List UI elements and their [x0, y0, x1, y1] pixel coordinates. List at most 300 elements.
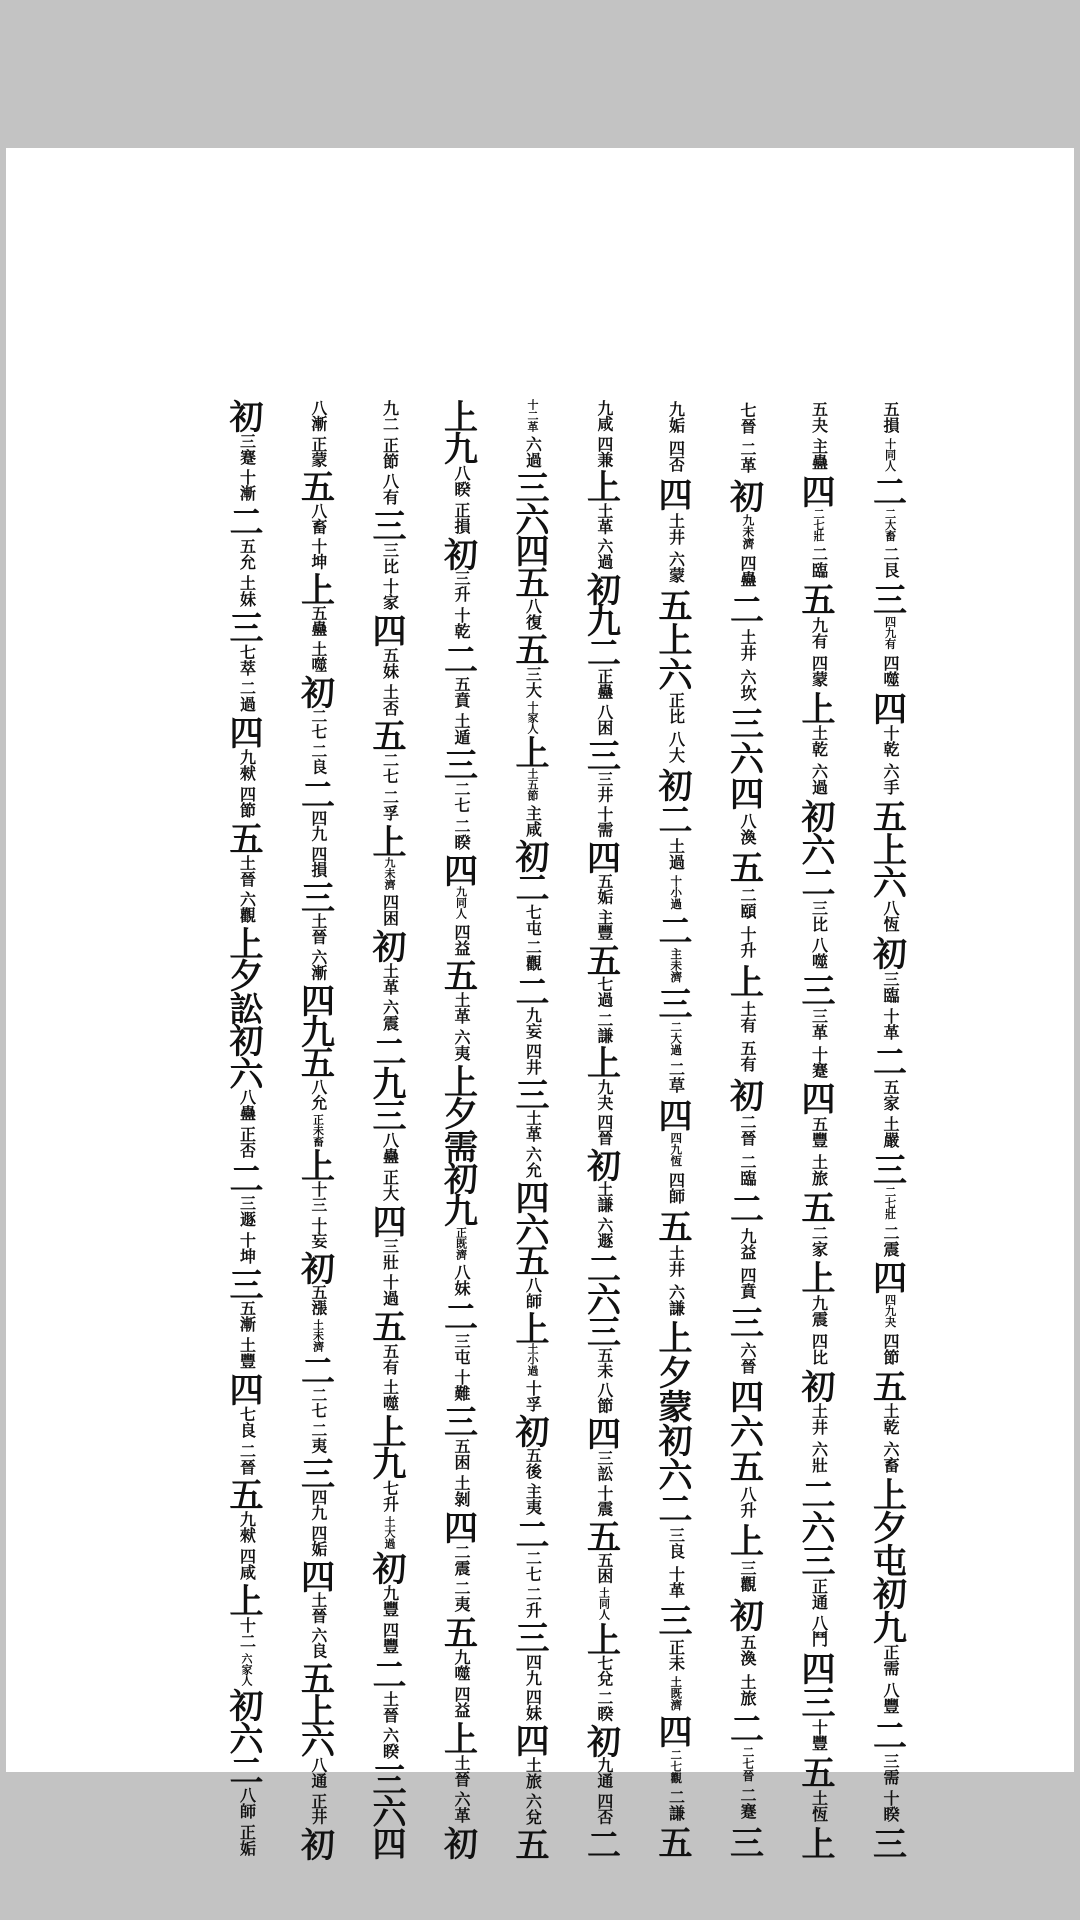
glyph-cell: 五允: [237, 538, 257, 571]
glyph-cell: 六革: [452, 1791, 471, 1824]
glyph-cell: 正損: [452, 501, 471, 534]
glyph-cell: 初: [444, 535, 478, 576]
glyph-cell: 八蠱: [380, 1132, 400, 1165]
glyph-cell: 二七: [308, 707, 328, 740]
glyph-cell: 二孚: [380, 788, 400, 821]
glyph-cell: 四: [515, 532, 550, 573]
glyph-cell: 夕: [229, 957, 264, 998]
glyph-cell: 二睽: [594, 1690, 614, 1722]
glyph-cell: 三屯: [452, 1332, 471, 1365]
glyph-cell: 七升: [380, 1480, 400, 1513]
glyph-cell: 四九: [308, 810, 328, 843]
glyph-cell: 五: [801, 581, 836, 622]
glyph-cell: 六蒙: [666, 551, 686, 584]
glyph-cell: 二夷: [452, 1580, 471, 1613]
glyph-cell: 六坎: [738, 668, 757, 701]
glyph-cell: 二: [730, 591, 764, 632]
glyph-cell: 二: [801, 1475, 836, 1516]
glyph-cell: 二七: [380, 752, 400, 785]
glyph-cell: 初: [229, 397, 264, 438]
glyph-cell: 九: [372, 1445, 407, 1486]
glyph-cell: 三: [873, 581, 907, 622]
glyph-cell: 三: [301, 878, 335, 919]
glyph-cell: 土旅: [523, 1756, 543, 1789]
glyph-cell: 二七: [308, 1386, 328, 1419]
glyph-cell: 正否: [237, 1126, 257, 1159]
glyph-cell: 土革: [594, 502, 614, 535]
glyph-cell: 初: [444, 1160, 478, 1201]
glyph-cell: 八有: [380, 473, 400, 506]
glyph-cell: 九未濟: [383, 856, 396, 890]
glyph-cell: 十妄: [308, 1216, 328, 1249]
glyph-cell: 九豐: [380, 1585, 400, 1618]
glyph-cell: 七屯: [523, 903, 543, 936]
glyph-cell: 三: [730, 705, 764, 746]
glyph-cell: 十家: [380, 578, 400, 611]
glyph-cell: 二家: [809, 1224, 829, 1257]
glyph-cell: 三: [444, 1403, 478, 1444]
glyph-cell: 四: [229, 1371, 264, 1411]
glyph-cell: 訟: [229, 989, 264, 1030]
glyph-cell: 初: [229, 1687, 264, 1728]
glyph-cell: 六: [801, 1508, 836, 1549]
glyph-cell: 十豐: [809, 1719, 829, 1752]
glyph-cell: 初: [587, 571, 621, 611]
glyph-cell: 七兌: [594, 1654, 614, 1687]
glyph-cell: 上: [801, 1824, 836, 1865]
glyph-cell: 三井: [594, 770, 614, 803]
glyph-cell: 五: [229, 1476, 264, 1517]
glyph-cell: 五未: [594, 1346, 614, 1379]
glyph-cell: 六: [229, 1719, 264, 1760]
glyph-cell: 二: [658, 801, 693, 842]
glyph-cell: 土過: [666, 837, 686, 870]
glyph-cell: 四困: [380, 893, 400, 926]
text-column-1: [859, 398, 921, 1865]
glyph-cell: 四節: [237, 785, 257, 818]
glyph-cell: 九益: [738, 1227, 757, 1260]
glyph-cell: 二: [229, 1752, 264, 1793]
glyph-cell: 上: [587, 1620, 621, 1661]
glyph-cell: 五: [730, 1448, 764, 1489]
glyph-cell: 四噬: [881, 654, 900, 687]
glyph-cell: 土大過: [383, 1516, 396, 1550]
glyph-cell: 二晉: [237, 1442, 257, 1475]
glyph-cell: 初: [301, 673, 335, 714]
glyph-cell: 六畜: [881, 1440, 900, 1473]
glyph-cell: 主未濟: [669, 948, 684, 983]
glyph-cell: 二: [873, 1716, 907, 1757]
glyph-cell: 三: [229, 608, 264, 649]
glyph-cell: 三: [730, 1824, 764, 1865]
glyph-cell: 九二: [380, 400, 400, 433]
glyph-cell: 初: [587, 1147, 621, 1188]
glyph-cell: 九姤: [666, 401, 686, 434]
glyph-cell: 二臨: [738, 1153, 757, 1186]
glyph-cell: 六漸: [308, 948, 328, 981]
glyph-cell: 土恆: [809, 1790, 829, 1823]
glyph-cell: 四否: [594, 1792, 614, 1825]
glyph-cell: 初: [873, 1575, 907, 1616]
glyph-cell: 四咸: [237, 1548, 257, 1581]
glyph-cell: 主咸: [523, 804, 543, 837]
glyph-cell: 三大: [523, 665, 543, 698]
glyph-cell: 十二革: [526, 399, 539, 433]
glyph-cell: 四九夬: [883, 1294, 897, 1328]
glyph-cell: 八大: [666, 731, 686, 764]
glyph-cell: 六: [301, 1723, 335, 1764]
glyph-cell: 十坤: [237, 1231, 257, 1264]
glyph-cell: 上: [301, 571, 335, 611]
glyph-cell: 土小過: [526, 1343, 539, 1377]
glyph-cell: 三: [444, 746, 478, 787]
glyph-cell: 夕: [444, 1095, 478, 1136]
glyph-cell: 蒙: [658, 1387, 693, 1428]
glyph-cell: 五蠱: [308, 605, 328, 637]
glyph-cell: 六: [801, 830, 836, 871]
glyph-cell: 六過: [594, 538, 614, 570]
glyph-cell: 四損: [308, 846, 328, 878]
glyph-cell: 十乾: [452, 607, 471, 640]
text-column-5: [573, 398, 635, 1866]
glyph-cell: 土未濟: [311, 1318, 325, 1352]
glyph-cell: 正既濟: [454, 1226, 468, 1260]
glyph-cell: 二: [730, 1710, 764, 1751]
glyph-cell: 正蒙: [308, 435, 328, 468]
glyph-cell: 四: [801, 473, 836, 514]
glyph-cell: 十乾: [881, 725, 900, 758]
glyph-cell: 五: [229, 819, 264, 860]
glyph-cell: 上: [658, 621, 693, 662]
glyph-cell: 二過: [237, 680, 257, 713]
glyph-cell: 五: [301, 1660, 335, 1701]
scanned-page: [6, 148, 1074, 1866]
glyph-cell: 二頤: [738, 886, 757, 919]
glyph-cell: 十升: [738, 926, 757, 959]
glyph-cell: 十二: [237, 1616, 257, 1649]
glyph-cell: 六手: [881, 762, 900, 795]
glyph-cell: 三: [515, 1619, 550, 1660]
glyph-cell: 八睽: [452, 464, 471, 497]
glyph-cell: 土革: [380, 962, 400, 995]
glyph-cell: 九: [444, 1192, 478, 1233]
glyph-cell: 夕: [873, 1508, 907, 1549]
glyph-cell: 三: [515, 1075, 550, 1116]
glyph-cell: 三: [658, 1601, 693, 1642]
glyph-cell: 土井: [738, 629, 757, 662]
glyph-cell: 二: [587, 1249, 621, 1290]
glyph-cell: 正井: [308, 1792, 328, 1825]
glyph-cell: 五困: [452, 1438, 471, 1471]
glyph-cell: 六: [658, 655, 693, 696]
glyph-cell: 三: [801, 1683, 836, 1724]
glyph-cell: 初: [730, 1596, 764, 1637]
glyph-cell: 夕: [658, 1353, 693, 1394]
glyph-cell: 三: [801, 1542, 836, 1583]
glyph-cell: 二觀: [523, 939, 543, 972]
glyph-cell: 二臨: [809, 546, 829, 579]
glyph-cell: 初: [801, 1367, 836, 1408]
glyph-cell: 四: [372, 612, 407, 653]
glyph-cell: 二七: [523, 1550, 543, 1583]
glyph-cell: 三訟: [594, 1449, 614, 1482]
glyph-cell: 三觀: [738, 1560, 757, 1592]
glyph-cell: 上: [444, 1062, 478, 1103]
glyph-cell: 主蠱: [809, 438, 829, 471]
glyph-cell: 十小過: [669, 875, 684, 910]
glyph-cell: 六: [730, 740, 764, 781]
glyph-cell: 四: [658, 1713, 693, 1754]
glyph-cell: 四: [372, 1825, 407, 1866]
text-column-6: [502, 398, 564, 1866]
glyph-cell: 八恆: [881, 899, 900, 932]
glyph-cell: 五: [301, 1044, 335, 1085]
glyph-cell: 五: [587, 1517, 621, 1558]
glyph-cell: 四: [873, 689, 907, 730]
glyph-cell: 上: [515, 1309, 550, 1350]
text-column-8: [359, 398, 421, 1866]
glyph-cell: 土旅: [809, 1153, 829, 1186]
glyph-cell: 正需: [881, 1644, 900, 1677]
glyph-cell: 三: [372, 1097, 407, 1138]
glyph-cell: 二謙: [666, 1788, 686, 1821]
glyph-cell: 六兌: [523, 1792, 543, 1825]
glyph-cell: 上: [730, 1522, 764, 1563]
glyph-cell: 二: [658, 912, 693, 953]
glyph-cell: 二: [515, 869, 550, 910]
glyph-cell: 九震: [809, 1295, 829, 1328]
glyph-cell: 四蠱: [738, 554, 757, 587]
glyph-cell: 二夷: [308, 1422, 328, 1454]
glyph-cell: 屯: [873, 1542, 907, 1583]
glyph-cell: 三: [658, 985, 693, 1026]
glyph-cell: 三良: [666, 1527, 686, 1560]
glyph-cell: 九夬: [594, 1078, 614, 1111]
glyph-cell: 上: [873, 1475, 907, 1516]
glyph-cell: 二: [873, 473, 907, 514]
glyph-cell: 五: [444, 1614, 478, 1655]
glyph-cell: 十震: [594, 1485, 614, 1517]
glyph-cell: 二升: [523, 1586, 543, 1618]
glyph-cell: 初: [372, 927, 407, 968]
glyph-cell: 初: [229, 1022, 264, 1063]
glyph-cell: 五損: [881, 400, 900, 433]
glyph-cell: 十蹇: [809, 1045, 829, 1078]
glyph-cell: 六允: [523, 1145, 543, 1178]
glyph-cell: 六: [372, 1793, 407, 1834]
glyph-cell: 九: [873, 1608, 907, 1649]
glyph-cell: 九噬: [452, 1649, 471, 1682]
glyph-cell: 十孚: [523, 1379, 543, 1412]
glyph-cell: 初: [301, 1249, 335, 1290]
glyph-cell: 土噬: [380, 1379, 400, 1412]
glyph-cell: 四晉: [594, 1114, 614, 1146]
glyph-cell: 七過: [594, 976, 614, 1008]
glyph-cell: 六家人: [240, 1653, 253, 1687]
text-column-9: [287, 398, 349, 1866]
text-column-10: [216, 398, 278, 1858]
glyph-cell: 土旅: [738, 1673, 757, 1706]
glyph-cell: 四益: [452, 1685, 471, 1718]
glyph-cell: 初: [873, 934, 907, 975]
glyph-cell: 八升: [738, 1485, 757, 1518]
glyph-cell: 四妹: [523, 1689, 543, 1722]
glyph-cell: 二: [515, 972, 550, 1013]
glyph-cell: 五: [658, 1824, 693, 1865]
glyph-cell: 四兼: [594, 435, 614, 468]
glyph-cell: 九: [372, 1065, 407, 1106]
glyph-cell: 土晉: [308, 913, 328, 945]
text-column-3: [716, 398, 778, 1865]
glyph-cell: 五: [658, 1208, 693, 1249]
glyph-cell: 六: [730, 1413, 764, 1454]
glyph-cell: 上: [372, 1413, 407, 1454]
glyph-cell: 二: [730, 1190, 764, 1231]
glyph-cell: 四師: [666, 1172, 686, 1205]
glyph-cell: 四: [301, 981, 335, 1022]
glyph-cell: 二: [229, 1160, 264, 1201]
glyph-cell: 四: [801, 1650, 836, 1691]
glyph-cell: 正姤: [237, 1823, 257, 1856]
glyph-cell: 六: [658, 1456, 693, 1497]
glyph-cell: 三升: [452, 570, 471, 603]
glyph-cell: 土晉: [380, 1690, 400, 1723]
glyph-cell: 四九恆: [669, 1132, 684, 1167]
glyph-cell: 四: [444, 851, 478, 892]
text-column-7: [430, 397, 492, 1866]
glyph-cell: 八蠱: [237, 1089, 257, 1122]
glyph-cell: 土井: [666, 1244, 686, 1277]
glyph-cell: 五: [515, 1242, 550, 1283]
glyph-cell: 初: [730, 1076, 764, 1117]
glyph-cell: 土革: [452, 992, 471, 1025]
glyph-cell: 土同人: [597, 1586, 611, 1620]
glyph-cell: 正節: [380, 436, 400, 469]
glyph-cell: 六觀: [237, 891, 257, 924]
glyph-cell: 四: [229, 714, 264, 755]
glyph-cell: 土否: [380, 683, 400, 716]
glyph-cell: 上: [444, 1719, 478, 1760]
glyph-cell: 土五節: [526, 768, 539, 802]
glyph-cell: 八允: [308, 1078, 328, 1111]
glyph-cell: 四: [873, 1259, 907, 1300]
glyph-cell: 十家人: [526, 700, 539, 734]
glyph-cell: 二革: [738, 441, 757, 474]
glyph-cell: 正比: [666, 692, 686, 725]
glyph-cell: 六夷: [452, 1029, 471, 1061]
glyph-cell: 五: [372, 1307, 407, 1348]
glyph-cell: 五: [801, 1188, 836, 1229]
glyph-cell: 四: [801, 1080, 836, 1121]
glyph-cell: 三蹇: [237, 432, 257, 465]
glyph-cell: 土遁: [452, 712, 471, 745]
glyph-cell: 土晉: [308, 1591, 328, 1624]
glyph-cell: 三需: [881, 1752, 900, 1785]
glyph-cell: 五困: [594, 1552, 614, 1584]
glyph-cell: 四節: [881, 1332, 900, 1365]
glyph-cell: 五: [801, 1754, 836, 1795]
glyph-cell: 九猌: [237, 749, 257, 782]
glyph-cell: 二七壯: [812, 508, 826, 542]
glyph-cell: 初: [444, 1825, 478, 1866]
glyph-cell: 七萃: [237, 643, 257, 676]
glyph-cell: 五: [515, 631, 550, 672]
glyph-cell: 五有: [738, 1039, 757, 1072]
glyph-cell: 七晉: [738, 401, 757, 434]
glyph-cell: 土乾: [809, 725, 829, 758]
glyph-cell: 二震: [881, 1224, 900, 1257]
glyph-cell: 二震: [452, 1543, 471, 1576]
glyph-cell: 八噬: [809, 937, 829, 970]
glyph-cell: 十睽: [881, 1790, 900, 1823]
glyph-cell: 二: [873, 1042, 907, 1083]
vertical-text-block: [211, 397, 921, 1866]
glyph-cell: 九未濟: [740, 513, 755, 550]
glyph-cell: 上: [372, 822, 407, 863]
glyph-cell: 十坤: [308, 538, 328, 570]
glyph-cell: 四豐: [380, 1621, 400, 1654]
glyph-cell: 十三: [308, 1181, 328, 1213]
glyph-cell: 初: [658, 1421, 693, 1462]
glyph-cell: 六: [515, 500, 550, 541]
glyph-cell: 五: [301, 468, 335, 509]
glyph-cell: 六良: [308, 1627, 328, 1659]
glyph-cell: 上: [444, 397, 478, 438]
glyph-cell: 初: [301, 1825, 335, 1866]
glyph-cell: 土革: [523, 1110, 543, 1142]
glyph-cell: 五: [515, 1825, 550, 1866]
glyph-cell: 四益: [452, 923, 471, 956]
glyph-cell: 土晉: [237, 854, 257, 887]
glyph-cell: 三比: [809, 899, 829, 932]
glyph-cell: 三革: [809, 1008, 829, 1041]
glyph-cell: 四否: [666, 439, 686, 472]
glyph-cell: 上: [229, 1581, 264, 1622]
glyph-cell: 二: [587, 1825, 621, 1866]
glyph-cell: 正未畜: [311, 1113, 325, 1147]
glyph-cell: 四: [587, 1415, 621, 1456]
glyph-cell: 九通: [594, 1757, 614, 1789]
glyph-cell: 九: [587, 602, 621, 643]
glyph-cell: 二艮: [881, 546, 900, 579]
glyph-cell: 四: [658, 475, 693, 516]
glyph-cell: 上: [730, 962, 764, 1003]
glyph-cell: 五豐: [809, 1116, 829, 1149]
glyph-cell: 四: [515, 1722, 550, 1763]
glyph-cell: 八困: [594, 703, 614, 736]
glyph-cell: 三: [301, 1454, 335, 1495]
glyph-cell: 五後: [523, 1447, 543, 1479]
glyph-cell: 九咸: [594, 400, 614, 432]
glyph-cell: 上: [301, 1147, 335, 1188]
glyph-cell: 四比: [809, 1332, 829, 1365]
glyph-cell: 五: [372, 717, 407, 758]
glyph-cell: 三: [873, 1824, 907, 1865]
glyph-cell: 六: [515, 1210, 550, 1251]
glyph-cell: 九猌: [237, 1511, 257, 1544]
glyph-cell: 八通: [308, 1757, 328, 1789]
glyph-cell: 六: [229, 1054, 264, 1095]
glyph-cell: 三: [372, 507, 407, 548]
glyph-cell: 土豐: [237, 1337, 257, 1370]
glyph-cell: 四蒙: [809, 654, 829, 687]
glyph-cell: 二七晉: [740, 1746, 755, 1782]
glyph-cell: 五漸: [237, 1300, 257, 1333]
glyph-cell: 三比: [380, 541, 400, 574]
glyph-cell: 二七壯: [883, 1186, 897, 1220]
glyph-cell: 主夷: [523, 1482, 543, 1515]
glyph-cell: 初: [587, 1723, 621, 1764]
